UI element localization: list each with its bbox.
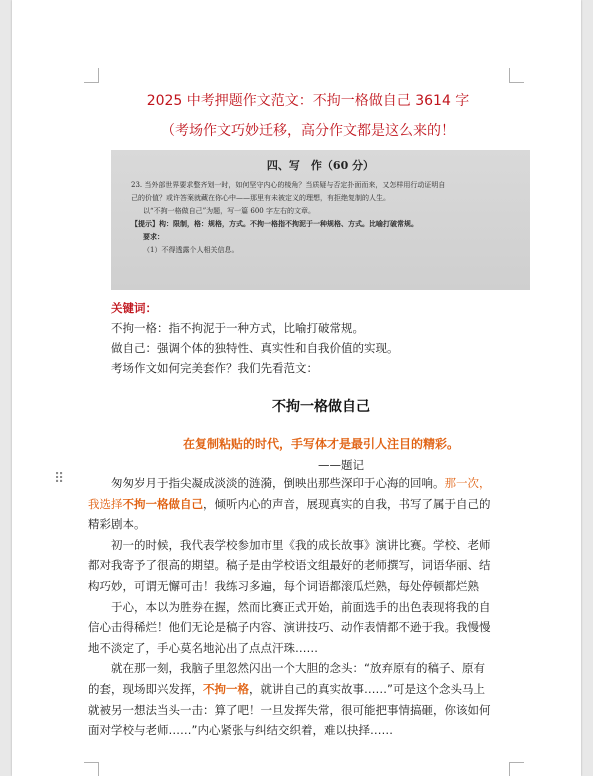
crop-mark-top-right [509, 68, 524, 83]
paragraph-line: 都对我寄予了很高的期望。稿子是由学校语文组最好的老师撰写，词语华丽、结 [88, 558, 491, 573]
paragraph-line: 初一的时候，我代表学校参加市里《我的成长故事》演讲比赛。学校、老师 [111, 537, 491, 552]
crop-mark-bottom-left [84, 762, 99, 776]
paragraph-line: 地不淡定了，手心莫名地沁出了点点汗珠…… [88, 640, 318, 655]
keyword-item: 考场作文如何完美套作？我们先看范文： [111, 361, 318, 375]
essay-title: 不拘一格做自己 [272, 399, 370, 415]
highlight-text: 我选择不拘一格做自己 [88, 496, 203, 511]
drag-handle-icon[interactable]: ⠿ [54, 471, 65, 487]
exam-section-heading: 四、写 作（60 分） [266, 159, 375, 172]
exam-tip: 【提示】构：限制，格：规格，方式。不拘一格指不拘泥于一种规格、方式。比喻打破常规。 [131, 218, 418, 228]
essay-body [88, 473, 506, 741]
paragraph-line: 信心击得稀烂！他们无论是稿子内容、演讲技巧、动作表情都不逊于我。我慢慢 [88, 620, 491, 635]
exam-question-image [111, 150, 530, 290]
crop-mark-top-left [84, 68, 99, 83]
paragraph-line: 面对学校与老师……”内心紧张与纠结交织着，难以抉择…… [88, 723, 393, 738]
keyword-item: 不拘一格：指不拘泥于一种方式，比喻打破常规。 [111, 321, 364, 335]
paragraph-line: 就被另一想法当头一击：算了吧！一旦发挥失常，很可能把事情搞砸，你该如何 [88, 702, 491, 717]
essay-epigraph: 在复制粘贴的时代，手写体才是最引人注目的精彩。 [182, 437, 459, 451]
highlight-text: 那一次， [444, 476, 491, 490]
keywords-heading: 关键词： [111, 301, 157, 315]
paragraph-line: 于心，本以为胜券在握，然而比赛正式开始，前面选手的出色表现将我的自 [111, 599, 491, 614]
paragraph-line: 的套，现场即兴发挥，不拘一格，就讲自己的真实故事……”可是这个念头马上 [88, 681, 485, 696]
paragraph-line: 就在那一刻，我脑子里忽然闪出一个大胆的念头：“放弃原有的稿子、原有 [111, 661, 485, 676]
paragraph-line: 匆匆岁月于指尖凝成淡淡的涟漪，倒映出那些深印于心海的回响。那一次， [111, 476, 491, 490]
exam-requirements-label: 要求： [143, 231, 164, 241]
exam-line: 23. 当外部世界要求整齐划一时，如何坚守内心的棱角？当质疑与否定扑面而来，又怎样用行动证明自 [131, 181, 446, 189]
document-title: 2025 中考押题作文范文：不拘一格做自己 3614 字 [146, 93, 470, 109]
exam-requirement-item: （1）不得透露个人相关信息。 [143, 245, 239, 254]
exam-line: 以“不拘一格做自己”为题，写一篇 600 字左右的文章。 [143, 206, 315, 215]
paragraph-line: 构巧妙，可谓无懈可击！我练习多遍，每个词语都滚瓜烂熟，每处停顿都烂熟 [88, 578, 479, 593]
highlight-text: 不拘一格 [203, 681, 249, 696]
exam-question-text [131, 179, 523, 257]
paragraph-line: 精彩剧本。 [88, 517, 146, 532]
exam-line: 己的价值？或许答案就藏在你心中——那里有未被定义的理想，有拒绝复制的人生。 [131, 193, 390, 202]
epigraph-attribution: ——题记 [318, 458, 364, 472]
keyword-item: 做自己：强调个体的独特性、真实性和自我价值的实现。 [111, 341, 399, 355]
paragraph-line: 我选择不拘一格做自己，倾听内心的声音，展现真实的自我，书写了属于自己的 [88, 496, 491, 511]
crop-mark-bottom-right [509, 762, 524, 776]
document-subtitle: （考场作文巧妙迁移，高分作文都是这么来的！ [161, 123, 455, 139]
